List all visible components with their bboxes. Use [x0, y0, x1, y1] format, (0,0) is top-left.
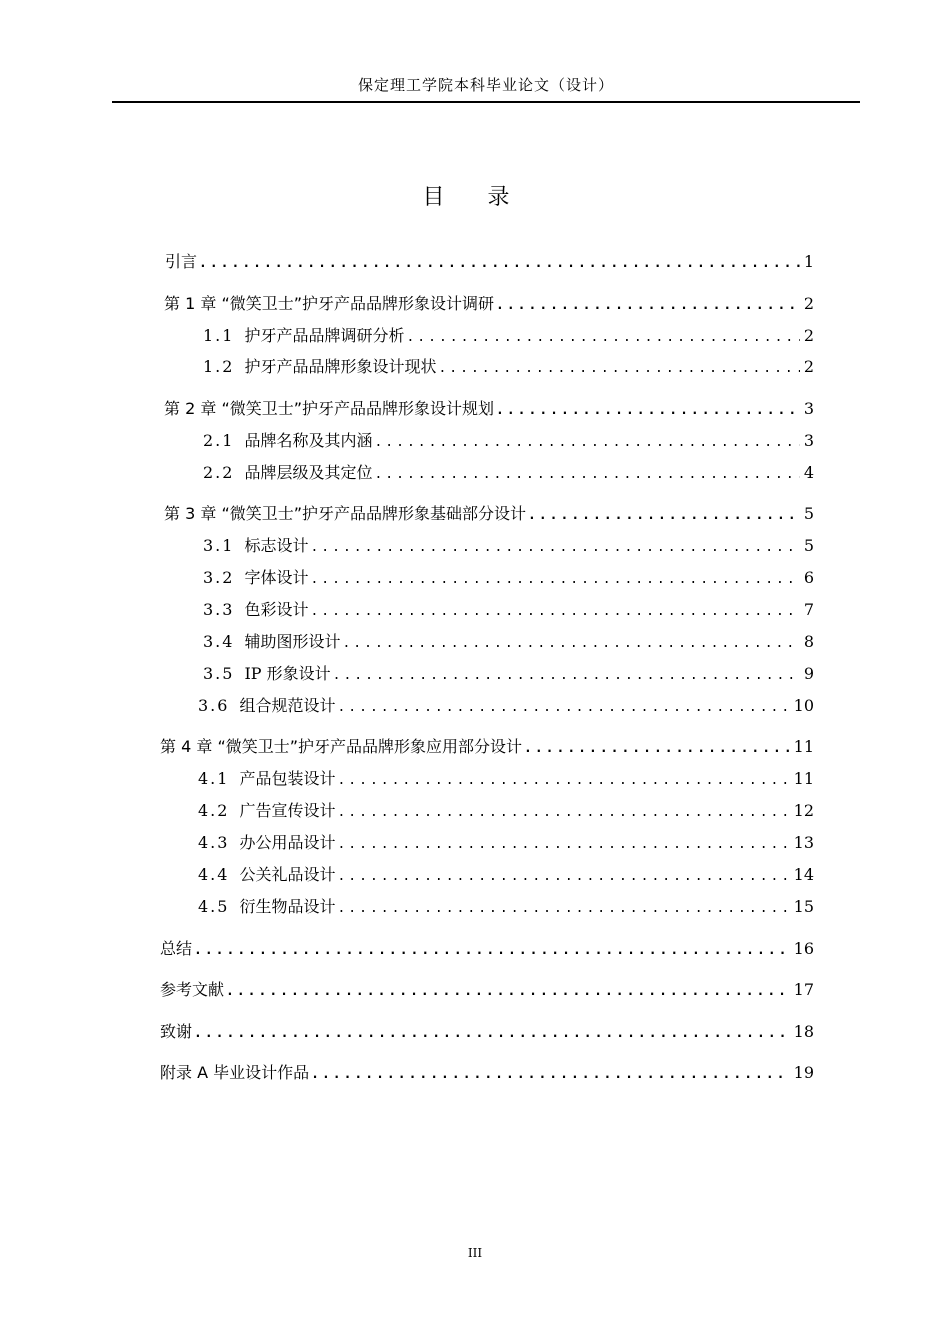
toc-entry-section-4-4[interactable]: 4.4 公关礼品设计 ..... 14	[198, 862, 814, 886]
toc-entry-chapter-4[interactable]: 第 4 章 “微笑卫士”护牙产品品牌形象应用部分设计 ..... 11	[160, 734, 814, 758]
toc-entry-appendix-a[interactable]: 附录 A 毕业设计作品 ..... 19	[160, 1060, 814, 1084]
toc-entry-introduction[interactable]: 引言 ..... 1	[165, 249, 814, 273]
toc-entry-summary[interactable]: 总结 ..... 16	[160, 936, 814, 960]
toc-entry-section-1-2[interactable]: 1.2 护牙产品品牌形象设计现状 ..... 2	[203, 354, 814, 378]
page-number: III	[467, 1246, 483, 1260]
toc-entry-section-4-2[interactable]: 4.2 广告宣传设计 ..... 12	[198, 798, 814, 822]
toc-entry-section-3-3[interactable]: 3.3 色彩设计 ..... 7	[203, 597, 814, 621]
toc-entry-section-2-1[interactable]: 2.1 品牌名称及其内涵 ..... 3	[203, 428, 814, 452]
toc-entry-references[interactable]: 参考文献 ..... 17	[160, 977, 814, 1001]
toc-entry-section-3-1[interactable]: 3.1 标志设计 ..... 5	[203, 533, 814, 557]
toc-entry-section-2-2[interactable]: 2.2 品牌层级及其定位 ..... 4	[203, 460, 814, 484]
toc-entry-acknowledgements[interactable]: 致谢 ..... 18	[160, 1019, 814, 1043]
toc-entry-section-4-3[interactable]: 4.3 办公用品设计 ..... 13	[198, 830, 814, 854]
toc-entry-chapter-2[interactable]: 第 2 章 “微笑卫士”护牙产品品牌形象设计规划 ..... 3	[164, 396, 814, 420]
toc-entry-chapter-1[interactable]: 第 1 章 “微笑卫士”护牙产品品牌形象设计调研 ..... 2	[164, 291, 814, 315]
toc-entry-section-4-5[interactable]: 4.5 衍生物品设计 ..... 15	[198, 894, 814, 918]
toc-entry-section-3-2[interactable]: 3.2 字体设计 ..... 6	[203, 565, 814, 589]
toc-entry-section-1-1[interactable]: 1.1 护牙产品品牌调研分析 ..... 2	[203, 323, 814, 347]
toc-entry-section-3-4[interactable]: 3.4 辅助图形设计 ..... 8	[203, 629, 814, 653]
toc-entry-section-3-5[interactable]: 3.5 IP 形象设计 ..... 9	[203, 661, 814, 685]
toc-entry-section-3-6[interactable]: 3.6 组合规范设计 ..... 10	[198, 693, 814, 717]
toc-entry-section-4-1[interactable]: 4.1 产品包装设计 ..... 11	[198, 766, 814, 790]
page-title: 目 录	[422, 185, 528, 210]
toc-entry-chapter-3[interactable]: 第 3 章 “微笑卫士”护牙产品品牌形象基础部分设计 ..... 5	[164, 501, 814, 525]
page-header: 保定理工学院本科毕业论文（设计）	[112, 74, 860, 103]
